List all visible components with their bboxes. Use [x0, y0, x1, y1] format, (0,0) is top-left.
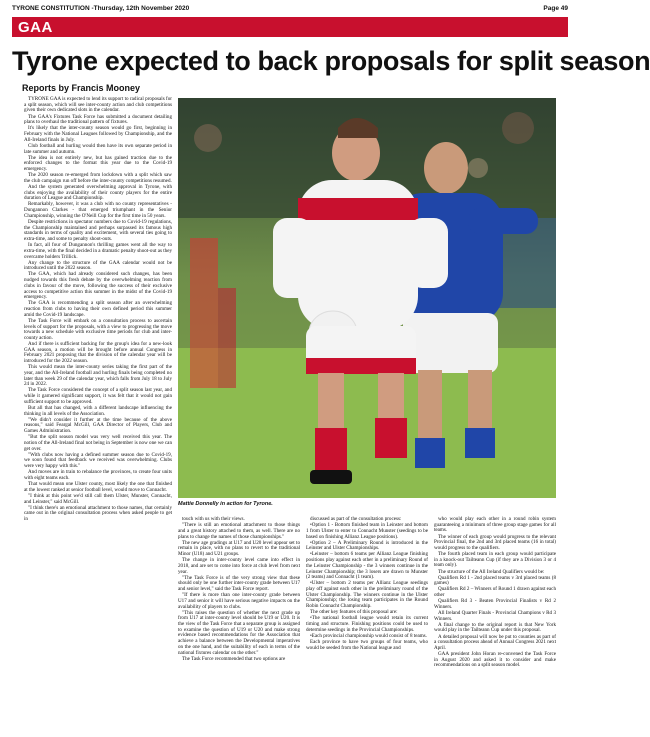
section-label: GAA — [18, 19, 53, 36]
article-paragraph: •Leinster – bottom 6 teams per Allianz League finishing positions play against each other in a preliminary Round of the Leinster Championship - the 3 winners continue in the Leinster Championship; the 3 losers are drawn to Munster (2 teams) and Connacht (1 team). — [306, 551, 428, 581]
article-paragraph: •Ulster – bottom 2 teams per Allianz League seedings play off against each other in the preliminary round of the Ulster Championship. The winners continue in the Ulster Championship; the losing team participates in the Round Robin Connacht Championship. — [306, 580, 428, 610]
article-paragraph: The other key features of this proposal are: — [310, 609, 398, 616]
article-paragraph: The change in inter-county level came into effect in 2018, and are set to come into force at club level from next year. — [178, 557, 300, 575]
article-paragraph: The GAA's Fixtures Task Force has submitted a document detailing plans to overhaul the traditional pattern of fixtures. — [24, 113, 172, 126]
article-paragraph: "I think there's an emotional attachment to those names, that certainly came out in the original consultation process when asked people to get in — [24, 504, 172, 522]
article-paragraph: "The Task Force is of the very strong view that these should only be one further inter-county grade between U17 and senior level," said the Task Force report. — [178, 574, 300, 592]
article-paragraph: •Option 2 – A Preliminary Round is introduced in the Leinster and Ulster Championships. — [306, 539, 428, 552]
article-paragraph: The Task Force will embark on a consultation process to ascertain levels of support for the proposals, with a view to progressing the move towards a new schedule with exclusive time periods for club and inter-county action. — [24, 317, 172, 341]
article-paragraph: And moves are in train to rebalance the provinces, to create four units with eight teams each. — [24, 469, 172, 481]
article-paragraph: And the system generated overwhelming approval in Tyrone, with clubs enjoying the availability of their county players for the entire duration of League and Championship. — [24, 183, 172, 202]
article-paragraph: Despite restrictions in spectator numbers due to Covid-19 regulations, the Championship maintained and perhaps surpassed its famous high standards in terms of quality and excitement, with several ties going to extra-time, and some to penalty shoot-outs. — [24, 218, 172, 242]
headline: Tyrone expected to back proposals for split season — [12, 46, 650, 76]
article-paragraph: The idea is not entirely new, but has gained traction due to the enforced changes to the format this year due to the Covid-19 emergency. — [24, 154, 172, 172]
article-paragraph: The new age gradings at U17 and U20 level appear set to remain in place, with no plans to revert to the traditional Minor (U18) and U21 groups. — [178, 539, 300, 557]
article-paragraph: But all that has changed, with a different landscape influencing the thinking in all levels of the Association. — [24, 404, 172, 417]
article-paragraph: •The national football league would retain its current timing and structure. Finishing positions could be used to determine seedings in the Provincial Championships. — [306, 615, 428, 633]
article-paragraph: That would mean one Ulster county, most likely the one that finished at the lowest ranked at senior football level, would move to Connacht. — [24, 481, 172, 493]
article-paragraph: who would play each other in a round robin system guaranteeing a minimum of three group stage games for all teams. — [434, 516, 556, 534]
article-paragraph: A detailed proposal will now be put to counties as part of a consultation process ahead of Annual Congress 2021 next April. — [434, 633, 556, 651]
article-column-4 — [434, 517, 556, 730]
article-paragraph: The Task Force considered the concept of a split season last year, and while it garnered significant support, it was felt that it would not gain sufficient support to be approved. — [24, 387, 172, 405]
article-paragraph: "But the split season model was very well received this year. The notion of the All-Ireland final not being in September is now one we can get over. — [24, 434, 172, 452]
article-column-1 — [24, 97, 172, 730]
article-paragraph: touch with us with their views. — [182, 516, 245, 522]
article-paragraph: The GAA is recommending a split season after an overwhelming reaction from clubs to having their own defined period this summer amid the Covid-19 landscape. — [24, 300, 172, 318]
article-paragraph: discussed as part of the consultation process: — [310, 516, 402, 522]
article-paragraph: "This raises the question of whether the next grade up from U17 at inter-county level should be U19 or U20. It is the view of the Task Force that a separate group is assigned to examine the question of U19 or U20 and make strong evidence based recommendations for the Association that achieve a balance between the Developmental imperatives on the one hand, and the suitability of each in terms of the national fixtures calendar on the other." — [178, 609, 300, 656]
article-paragraph: A final change to the original report is that New York would play in the Tailteann Cup under this proposal. — [434, 621, 556, 634]
page-number: Page 49 — [543, 5, 568, 12]
publication-line: TYRONE CONSTITUTION -Thursday, 12th November 2020 — [12, 5, 190, 12]
article-paragraph: The winner of each group would progress to the relevant Provincial final, the 2nd and 3rd placed teams (16 in total) would progress to the qualifiers. — [434, 533, 556, 551]
article-paragraph: The structure of the All Ireland Qualifiers would be: — [438, 568, 545, 575]
article-photo — [178, 98, 556, 498]
article-paragraph: And if there is sufficient backing for the group's idea for a new-look GAA season, a motion will be brought before annual Congress in February 2021 proposing that the division of the calendar year will be introduced for the 2022 season. — [24, 341, 172, 365]
article-paragraph: "There is still an emotional attachment to those things and a great history attached to them, as well. There are no plans to change the names of those championships." — [178, 522, 300, 540]
article-paragraph: "I think at this point we'd still call them Ulster, Munster, Connacht, and Leinster," said McGill. — [24, 492, 172, 505]
article-paragraph: The Task Force recommended that two options are — [182, 655, 286, 662]
article-paragraph: Qualifiers Rd 3 - Beaten Provincial Finalists v Rd 2 Winners. — [434, 598, 556, 610]
article-paragraph: Remarkably, however, it was a club with no county representatives - Dungannon Clarkes - that emerged triumphant in the Senior Championship, winning the O'Neill Cup for the first time in 50 years. — [24, 201, 172, 219]
article-paragraph: •Option 1 - Bottom finished team in Leinster and bottom 1 from Ulster to enter to Connacht Munster (seedings to be based on finishing Allianz League positions). — [306, 522, 428, 540]
article-paragraph: The 2020 season re-emerged from lockdown with a split which saw the club campaign run off before the inter-county competitions resumed. — [24, 172, 172, 184]
football-players-illustration — [178, 98, 556, 498]
article-paragraph: Club football and hurling would then have its own separate period in late summer and autumn. — [24, 142, 172, 155]
photo-caption: Mattie Donnelly in action for Tyrone. — [178, 501, 273, 507]
article-paragraph: In fact, all four of Dungannon's thrilling games went all the way to extra-time, with the final decided in a dramatic penalty shoot-out as they overcame holders Trillick. — [24, 242, 172, 260]
article-paragraph: TYRONE GAA is expected to lend its support to radical proposals for a split season, which will see inter-county action and club competitions given their own dedicated slots in the calendar. — [24, 96, 172, 114]
article-paragraph: Each province to have two groups of four teams, who would be seeded from the National league and — [306, 638, 428, 651]
article-paragraph: Any change to the structure of the GAA calendar would not be introduced until the 2022 season. — [24, 259, 172, 272]
byline: Reports by Francis Mooney — [22, 83, 141, 93]
article-paragraph: Qualifiers Rd 2 – Winners of Round 1 drawn against each other — [434, 586, 556, 599]
article-paragraph: "If there is more than one inter-county grade between U17 and senior it will have serious negative impacts on the availability of players to clubs. — [178, 592, 300, 610]
article-paragraph: All Ireland Quarter Finals - Provincial Champions v Rd 3 Winners. — [434, 609, 556, 622]
article-paragraph: This would mean the inter-county series taking the first part of the year, and the All-Ireland football and hurling finals being completed no later than week 29 of the calendar year, which falls from July 18 to July 24 in 2022. — [24, 364, 172, 388]
article-paragraph: "With clubs now having a defined summer season due to Covid-19, we soon found that feedback we received was overwhelming. Clubs were very happy with this." — [24, 451, 172, 470]
section-bar — [12, 17, 568, 37]
article-paragraph: The fourth placed team in each group would participate in a knock-out Tailteann Cup (if they are a Division 3 or 4 team only). — [434, 551, 556, 569]
article-paragraph: "We didn't consider it further at the time because of the above reasons," said Feargal McGill, GAA Director of Players, Club and Games Administration. — [24, 416, 172, 435]
article-paragraph: It's likely that the inter-county season would go first, beginning in February with the National Leagues followed by Championship, and the All-Ireland finals in July. — [24, 125, 172, 143]
masthead — [12, 5, 568, 15]
article-column-3 — [306, 517, 428, 730]
article-paragraph: GAA president John Horan re-convened the Task Force in August 2020 and asked it to consider and make recommendations on a split season model. — [434, 651, 556, 669]
article-paragraph: The GAA, which had already considered such changes, has been nudged towards this fresh debate by the overwhelming reaction from clubs in favour of the move, following the success of their exclusive access to competitive action this summer in the midst of the Covid-19 emergency. — [24, 271, 172, 301]
article-paragraph: •Each provincial championship would consist of 8 teams. — [310, 632, 427, 639]
article-column-2 — [178, 517, 300, 730]
article-paragraph: Qualifiers Rd 1 - 2nd placed teams v 3rd placed teams (8 games) — [434, 574, 556, 587]
